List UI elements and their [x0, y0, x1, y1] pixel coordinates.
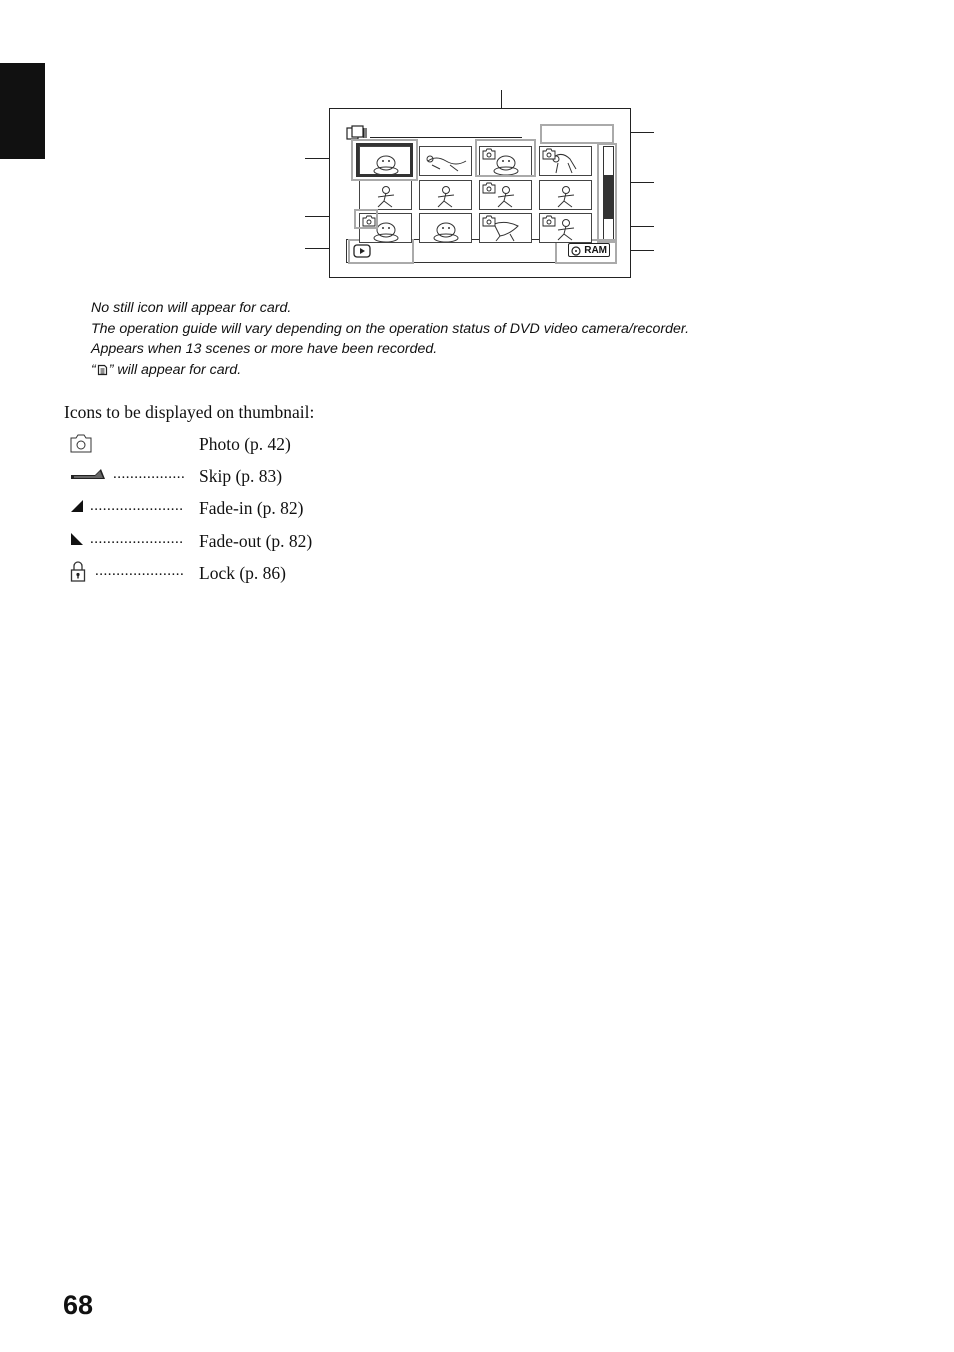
disc-navigation-figure: [300, 88, 660, 288]
dog-running-sketch: [420, 147, 471, 175]
title-line: [370, 137, 522, 138]
legend-row-fade-in: [64, 496, 444, 522]
thumbnail-icon-highlight: [354, 209, 378, 229]
selected-scene-highlight: [351, 139, 418, 181]
legend-row-fade-out: [64, 529, 444, 555]
skip-icon: [70, 466, 106, 480]
legend-label: Photo (p. 42): [199, 434, 291, 454]
legend-leader-dots: ......................: [90, 498, 184, 514]
lcd-screen: [329, 108, 631, 278]
scene-thumbnail[interactable]: [479, 180, 532, 210]
note-4-open: “: [91, 361, 96, 378]
disc-icon: [571, 246, 581, 256]
photo-scene-highlight: [475, 139, 536, 177]
child-sketch: [540, 181, 591, 209]
card-icon: [97, 364, 108, 376]
note-3: Appears when 13 scenes or more have been recorded.: [91, 341, 438, 358]
language-tab: [0, 63, 45, 159]
scene-thumbnail[interactable]: [539, 213, 592, 243]
legend-label: Lock (p. 86): [199, 563, 286, 583]
scene-thumbnail[interactable]: [479, 213, 532, 243]
counter-box: [540, 124, 614, 144]
legend-label: Fade-in (p. 82): [199, 498, 304, 518]
media-label: RAM: [584, 245, 607, 256]
page-number: 68: [63, 1290, 94, 1320]
child-sketch: [360, 181, 411, 209]
note-1: No still icon will appear for card.: [91, 300, 292, 316]
camera-icon: [483, 183, 495, 193]
camera-icon: [543, 216, 555, 226]
fade-out-icon: [70, 532, 84, 546]
dog-sketch: [420, 214, 471, 242]
legend-row-photo: [64, 432, 444, 458]
legend-leader-dots: .................: [113, 466, 186, 482]
play-icon[interactable]: [353, 244, 371, 258]
scene-thumbnail[interactable]: [539, 146, 592, 176]
media-badge: [568, 243, 610, 257]
note-2: The operation guide will vary depending on the operation status of DVD video camera/recorder.: [91, 320, 690, 337]
child-sketch: [540, 214, 591, 242]
scroll-bar-highlight: [597, 143, 617, 243]
scene-thumbnail[interactable]: [419, 213, 472, 243]
legend-leader-dots: .....................: [95, 563, 185, 579]
child-with-dog-sketch: [480, 214, 531, 242]
note-4-close: ” will appear for card.: [108, 361, 242, 378]
legend-row-skip: [64, 464, 444, 490]
icons-heading: Icons to be displayed on thumbnail:: [64, 402, 315, 422]
dog-jumping-sketch: [540, 147, 591, 175]
lock-icon: [70, 561, 86, 583]
child-sketch: [480, 181, 531, 209]
legend-label: Fade-out (p. 82): [199, 531, 313, 551]
camera-icon: [543, 149, 555, 159]
notes: [91, 298, 689, 380]
scene-thumbnail[interactable]: [419, 146, 472, 176]
camera-icon: [70, 433, 92, 453]
scene-thumbnail[interactable]: [359, 180, 412, 210]
fade-in-icon: [70, 499, 84, 513]
note-4: [91, 360, 689, 381]
legend-leader-dots: ......................: [90, 531, 184, 547]
camera-icon: [483, 216, 495, 226]
child-sketch: [420, 181, 471, 209]
scene-thumbnail[interactable]: [419, 180, 472, 210]
legend-label: Skip (p. 83): [199, 466, 283, 486]
legend-row-lock: [64, 561, 444, 587]
scene-thumbnail[interactable]: [539, 180, 592, 210]
